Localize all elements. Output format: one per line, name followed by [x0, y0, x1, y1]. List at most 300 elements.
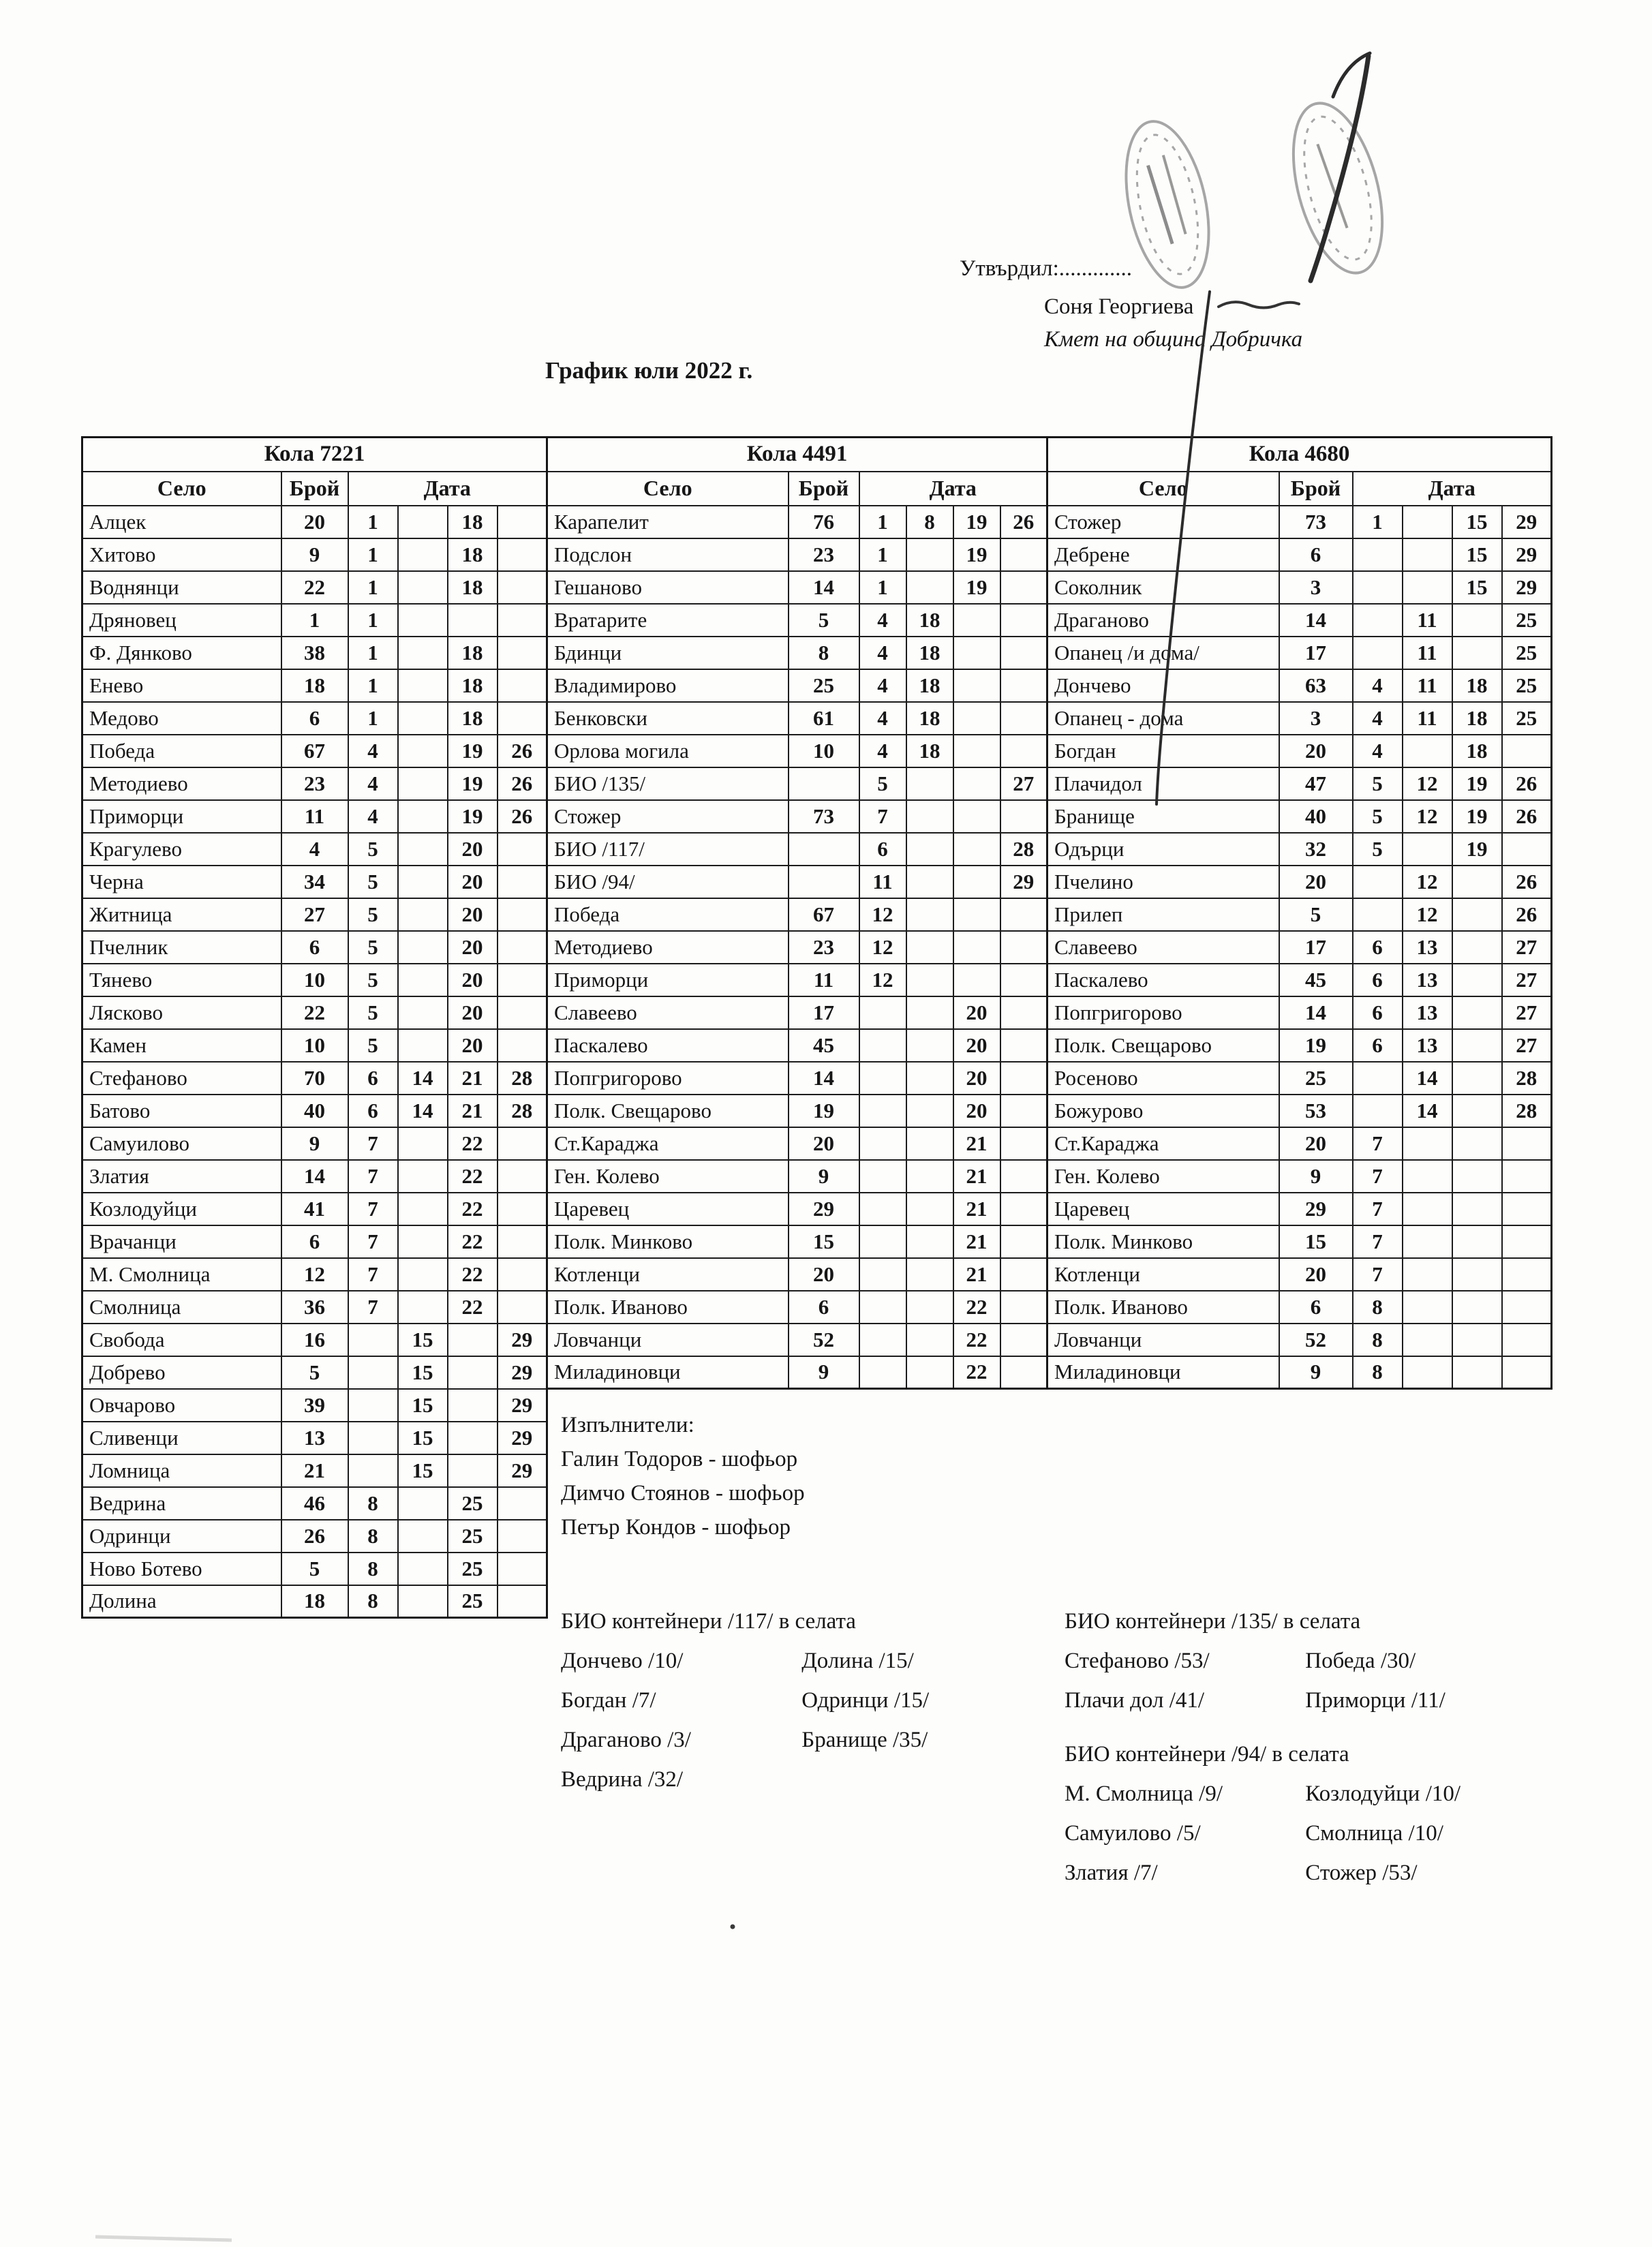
date-cell: 11 [1403, 637, 1452, 669]
date-cell [953, 735, 1000, 767]
count-cell: 52 [789, 1324, 859, 1356]
date-cell [859, 1193, 906, 1225]
count-cell: 23 [789, 538, 859, 571]
note-item: Смолница /10/ [1305, 1821, 1443, 1846]
date-cell [498, 1487, 547, 1520]
date-cell: 15 [398, 1324, 448, 1356]
date-cell: 26 [1502, 767, 1552, 800]
date-cell [498, 866, 547, 898]
date-cell: 7 [348, 1225, 398, 1258]
date-cell [1403, 1193, 1452, 1225]
table-row [1047, 1356, 1552, 1389]
date-cell [906, 1029, 953, 1062]
date-cell: 22 [953, 1324, 1000, 1356]
village-cell: Медово [82, 702, 281, 735]
date-cell: 18 [906, 637, 953, 669]
date-cell [398, 669, 448, 702]
date-cell [1000, 1095, 1047, 1127]
village-cell: Приморци [547, 964, 789, 996]
table-row [82, 1324, 547, 1356]
village-cell: Ловчанци [1047, 1324, 1279, 1356]
date-cell [398, 1291, 448, 1324]
date-cell [1502, 1225, 1552, 1258]
table-row [1047, 931, 1552, 964]
date-cell [906, 964, 953, 996]
date-cell [398, 964, 448, 996]
note-item: Дончево /10/ [561, 1649, 684, 1673]
date-cell: 8 [1353, 1324, 1403, 1356]
village-cell: Попгригорово [1047, 996, 1279, 1029]
table-row [1047, 1193, 1552, 1225]
count-cell: 9 [281, 538, 348, 571]
count-cell: 14 [1279, 996, 1353, 1029]
count-cell: 14 [789, 1062, 859, 1095]
date-cell: 28 [1502, 1062, 1552, 1095]
table-row [82, 1356, 547, 1389]
date-cell: 21 [448, 1062, 498, 1095]
count-cell: 19 [789, 1095, 859, 1127]
date-cell [398, 637, 448, 669]
date-cell [498, 964, 547, 996]
date-cell [953, 833, 1000, 866]
date-cell: 27 [1502, 996, 1552, 1029]
village-cell: Долина [82, 1585, 281, 1618]
date-cell: 18 [448, 637, 498, 669]
table-title: Кола 7221 [82, 438, 547, 472]
note-item: Стефаново /53/ [1065, 1649, 1210, 1673]
date-cell: 14 [398, 1095, 448, 1127]
date-cell [1452, 1258, 1502, 1291]
date-cell [448, 1389, 498, 1422]
date-cell: 18 [906, 604, 953, 637]
count-cell: 9 [789, 1356, 859, 1389]
date-cell: 22 [448, 1193, 498, 1225]
table-row [547, 506, 1047, 538]
date-cell: 26 [1502, 898, 1552, 931]
date-cell [1403, 1127, 1452, 1160]
date-cell [1353, 604, 1403, 637]
table-row [1047, 538, 1552, 571]
date-cell [348, 1422, 398, 1454]
table-row [547, 1225, 1047, 1258]
village-cell: Попгригорово [547, 1062, 789, 1095]
count-cell: 14 [281, 1160, 348, 1193]
date-cell [1000, 1160, 1047, 1193]
table-row [1047, 735, 1552, 767]
date-cell: 29 [1502, 571, 1552, 604]
scan-smudge [95, 2237, 232, 2240]
note-item: Драганово /3/ [561, 1728, 691, 1752]
village-cell: Крагулево [82, 833, 281, 866]
note-item: Богдан /7/ [561, 1688, 656, 1713]
count-cell: 17 [789, 996, 859, 1029]
date-cell: 21 [953, 1225, 1000, 1258]
date-cell [953, 964, 1000, 996]
count-cell: 26 [281, 1520, 348, 1553]
date-cell: 1 [859, 538, 906, 571]
date-cell [498, 538, 547, 571]
date-cell [1000, 931, 1047, 964]
table-row [82, 800, 547, 833]
date-cell [906, 1356, 953, 1389]
note-item: Самуилово /5/ [1065, 1821, 1201, 1846]
date-cell [1452, 1160, 1502, 1193]
table-row [547, 637, 1047, 669]
date-cell [1353, 1095, 1403, 1127]
date-cell: 26 [1502, 866, 1552, 898]
date-cell [398, 1487, 448, 1520]
date-cell [498, 931, 547, 964]
approver-title: Кмет на община Добричка [1044, 327, 1303, 352]
table-row [1047, 964, 1552, 996]
table-row [547, 1193, 1047, 1225]
date-cell [1452, 1029, 1502, 1062]
date-cell [1502, 1324, 1552, 1356]
date-cell [859, 1324, 906, 1356]
col-header-date: Дата [1353, 472, 1552, 506]
date-cell: 29 [498, 1356, 547, 1389]
date-cell [398, 996, 448, 1029]
table-row [82, 1487, 547, 1520]
note-title: БИО контейнери /94/ в селата [1065, 1742, 1349, 1767]
count-cell: 29 [789, 1193, 859, 1225]
table-row [82, 1160, 547, 1193]
count-cell: 5 [789, 604, 859, 637]
table-row [1047, 767, 1552, 800]
table-row [1047, 1062, 1552, 1095]
date-cell: 12 [859, 898, 906, 931]
table-row [1047, 1127, 1552, 1160]
table-row [1047, 702, 1552, 735]
village-cell: Дебрене [1047, 538, 1279, 571]
date-cell [1502, 833, 1552, 866]
count-cell: 9 [281, 1127, 348, 1160]
village-cell: Ф. Дянково [82, 637, 281, 669]
date-cell: 11 [1403, 669, 1452, 702]
count-cell: 20 [1279, 735, 1353, 767]
date-cell: 25 [448, 1553, 498, 1585]
date-cell: 7 [1353, 1127, 1403, 1160]
village-cell: Бранище [1047, 800, 1279, 833]
count-cell: 23 [281, 767, 348, 800]
date-cell: 5 [348, 866, 398, 898]
table-row [547, 996, 1047, 1029]
date-cell [906, 1095, 953, 1127]
date-cell [859, 1258, 906, 1291]
date-cell: 21 [448, 1095, 498, 1127]
village-cell: Ст.Караджа [547, 1127, 789, 1160]
date-cell [398, 1585, 448, 1618]
village-cell: Сливенци [82, 1422, 281, 1454]
date-cell [1403, 1258, 1452, 1291]
date-cell [498, 604, 547, 637]
village-cell: Плачидол [1047, 767, 1279, 800]
count-cell: 45 [789, 1029, 859, 1062]
village-cell: Врачанци [82, 1225, 281, 1258]
date-cell [348, 1389, 398, 1422]
scan-dot [731, 1925, 735, 1929]
village-cell: Смолница [82, 1291, 281, 1324]
date-cell [1000, 1291, 1047, 1324]
count-cell: 73 [1279, 506, 1353, 538]
date-cell [1403, 1225, 1452, 1258]
date-cell [1452, 866, 1502, 898]
date-cell: 1 [348, 506, 398, 538]
count-cell: 61 [789, 702, 859, 735]
date-cell: 19 [1452, 833, 1502, 866]
village-cell: Росеново [1047, 1062, 1279, 1095]
village-cell: Опанец - дома [1047, 702, 1279, 735]
table-row [82, 866, 547, 898]
date-cell [1403, 506, 1452, 538]
count-cell: 22 [281, 571, 348, 604]
count-cell: 5 [281, 1356, 348, 1389]
count-cell: 73 [789, 800, 859, 833]
date-cell: 4 [348, 767, 398, 800]
count-cell: 10 [281, 1029, 348, 1062]
table-row [82, 1029, 547, 1062]
date-cell: 18 [906, 735, 953, 767]
count-cell: 41 [281, 1193, 348, 1225]
village-cell: Владимирово [547, 669, 789, 702]
count-cell: 67 [281, 735, 348, 767]
date-cell: 8 [348, 1553, 398, 1585]
village-cell: Камен [82, 1029, 281, 1062]
note-item: Стожер /53/ [1305, 1861, 1418, 1885]
date-cell [1000, 604, 1047, 637]
date-cell [1000, 996, 1047, 1029]
date-cell [398, 604, 448, 637]
count-cell: 45 [1279, 964, 1353, 996]
table-row [547, 1062, 1047, 1095]
date-cell [1000, 1193, 1047, 1225]
date-cell [1000, 1324, 1047, 1356]
bio135-note-block [1065, 1602, 1446, 1720]
table-row [1047, 571, 1552, 604]
village-cell: Батово [82, 1095, 281, 1127]
note-item: Козлодуйци /10/ [1305, 1782, 1461, 1806]
date-cell: 22 [448, 1160, 498, 1193]
date-cell [1452, 898, 1502, 931]
date-cell [1502, 1193, 1552, 1225]
date-cell [1353, 898, 1403, 931]
village-cell: Самуилово [82, 1127, 281, 1160]
village-cell: Приморци [82, 800, 281, 833]
table-row [547, 1127, 1047, 1160]
date-cell: 20 [448, 898, 498, 931]
date-cell: 14 [1403, 1062, 1452, 1095]
date-cell: 25 [1502, 669, 1552, 702]
table-row [1047, 637, 1552, 669]
count-cell: 10 [281, 964, 348, 996]
date-cell: 1 [348, 538, 398, 571]
date-cell: 11 [1403, 604, 1452, 637]
date-cell [498, 898, 547, 931]
date-cell: 1 [859, 506, 906, 538]
date-cell [906, 1127, 953, 1160]
date-cell: 22 [448, 1258, 498, 1291]
table-row [547, 702, 1047, 735]
date-cell: 19 [953, 506, 1000, 538]
village-cell: Царевец [1047, 1193, 1279, 1225]
count-cell: 3 [1279, 702, 1353, 735]
date-cell: 22 [953, 1291, 1000, 1324]
executors-title: Изпълнители: [561, 1413, 694, 1437]
date-cell [1452, 604, 1502, 637]
date-cell [398, 1553, 448, 1585]
date-cell: 8 [348, 1585, 398, 1618]
date-cell: 18 [448, 669, 498, 702]
date-cell [448, 1356, 498, 1389]
date-cell [398, 931, 448, 964]
village-cell: Воднянци [82, 571, 281, 604]
date-cell [1353, 637, 1403, 669]
count-cell: 17 [1279, 637, 1353, 669]
date-cell: 22 [953, 1356, 1000, 1389]
date-cell [906, 996, 953, 1029]
date-cell: 4 [859, 637, 906, 669]
note-item: Долина /15/ [801, 1649, 914, 1673]
table-row [547, 1258, 1047, 1291]
date-cell: 4 [348, 800, 398, 833]
date-cell: 11 [1403, 702, 1452, 735]
note-item: Златия /7/ [1065, 1861, 1158, 1885]
date-cell [1502, 1127, 1552, 1160]
date-cell: 4 [859, 702, 906, 735]
note-item: Победа /30/ [1305, 1649, 1416, 1673]
village-cell: Дончево [1047, 669, 1279, 702]
count-cell: 36 [281, 1291, 348, 1324]
date-cell [398, 1225, 448, 1258]
date-cell [1502, 1291, 1552, 1324]
date-cell: 19 [1452, 767, 1502, 800]
executor-name: Димчо Стоянов - шофьор [561, 1481, 805, 1505]
date-cell [906, 1160, 953, 1193]
village-cell: Стефаново [82, 1062, 281, 1095]
count-cell: 47 [1279, 767, 1353, 800]
count-cell: 10 [789, 735, 859, 767]
date-cell [859, 1127, 906, 1160]
note-item: Приморци /11/ [1305, 1688, 1446, 1713]
village-cell: Козлодуйци [82, 1193, 281, 1225]
date-cell: 6 [1353, 964, 1403, 996]
date-cell [1452, 637, 1502, 669]
note-item: М. Смолница /9/ [1065, 1782, 1223, 1806]
count-cell: 18 [281, 669, 348, 702]
village-cell: Ст.Караджа [1047, 1127, 1279, 1160]
round-stamp-icon [1277, 93, 1398, 282]
date-cell [498, 637, 547, 669]
date-cell: 8 [1353, 1291, 1403, 1324]
note-item: Бранище /35/ [801, 1728, 928, 1752]
date-cell [348, 1356, 398, 1389]
table-row [82, 1225, 547, 1258]
date-cell [906, 1193, 953, 1225]
table-row [1047, 1029, 1552, 1062]
date-cell: 5 [1353, 767, 1403, 800]
date-cell [1353, 1062, 1403, 1095]
date-cell: 1 [859, 571, 906, 604]
date-cell [498, 1127, 547, 1160]
date-cell [1502, 1160, 1552, 1193]
village-cell: Методиево [547, 931, 789, 964]
date-cell [1000, 735, 1047, 767]
date-cell [953, 898, 1000, 931]
date-cell [398, 735, 448, 767]
village-cell: Добрево [82, 1356, 281, 1389]
date-cell: 15 [398, 1356, 448, 1389]
date-cell: 22 [448, 1225, 498, 1258]
date-cell: 29 [498, 1454, 547, 1487]
date-cell: 18 [448, 506, 498, 538]
date-cell: 28 [1502, 1095, 1552, 1127]
date-cell [1452, 1356, 1502, 1389]
table-row [82, 1095, 547, 1127]
count-cell: 17 [1279, 931, 1353, 964]
date-cell: 26 [498, 767, 547, 800]
table-row [1047, 1258, 1552, 1291]
date-cell: 5 [348, 996, 398, 1029]
table-row [82, 1193, 547, 1225]
date-cell: 7 [1353, 1225, 1403, 1258]
table-row [82, 1062, 547, 1095]
date-cell: 20 [448, 964, 498, 996]
date-cell [1000, 1258, 1047, 1291]
date-cell: 29 [1000, 866, 1047, 898]
count-cell: 12 [281, 1258, 348, 1291]
date-cell [906, 1291, 953, 1324]
village-cell: Славеево [1047, 931, 1279, 964]
date-cell: 18 [1452, 702, 1502, 735]
date-cell: 4 [859, 735, 906, 767]
village-cell: Полк. Минково [1047, 1225, 1279, 1258]
count-cell: 29 [1279, 1193, 1353, 1225]
table-row [1047, 669, 1552, 702]
date-cell [398, 1160, 448, 1193]
date-cell [498, 1160, 547, 1193]
date-cell [906, 1062, 953, 1095]
date-cell [398, 702, 448, 735]
date-cell [448, 1454, 498, 1487]
date-cell [398, 1258, 448, 1291]
table-row [547, 1291, 1047, 1324]
count-cell: 25 [1279, 1062, 1353, 1095]
schedule-table-kola-4680 [1046, 436, 1552, 1390]
date-cell: 29 [498, 1389, 547, 1422]
village-cell: Ген. Колево [1047, 1160, 1279, 1193]
date-cell [448, 1324, 498, 1356]
date-cell [348, 1454, 398, 1487]
date-cell: 7 [1353, 1193, 1403, 1225]
date-cell [398, 1520, 448, 1553]
village-cell: М. Смолница [82, 1258, 281, 1291]
date-cell: 1 [348, 637, 398, 669]
date-cell [498, 1291, 547, 1324]
village-cell: БИО /135/ [547, 767, 789, 800]
date-cell [906, 800, 953, 833]
table-row [547, 964, 1047, 996]
date-cell: 25 [1502, 702, 1552, 735]
table-row [82, 964, 547, 996]
table-row [82, 1291, 547, 1324]
date-cell: 6 [1353, 1029, 1403, 1062]
table-row [1047, 1291, 1552, 1324]
date-cell: 20 [953, 996, 1000, 1029]
count-cell: 16 [281, 1324, 348, 1356]
date-cell [498, 1193, 547, 1225]
table-row [82, 669, 547, 702]
executors-block [561, 1408, 805, 1544]
